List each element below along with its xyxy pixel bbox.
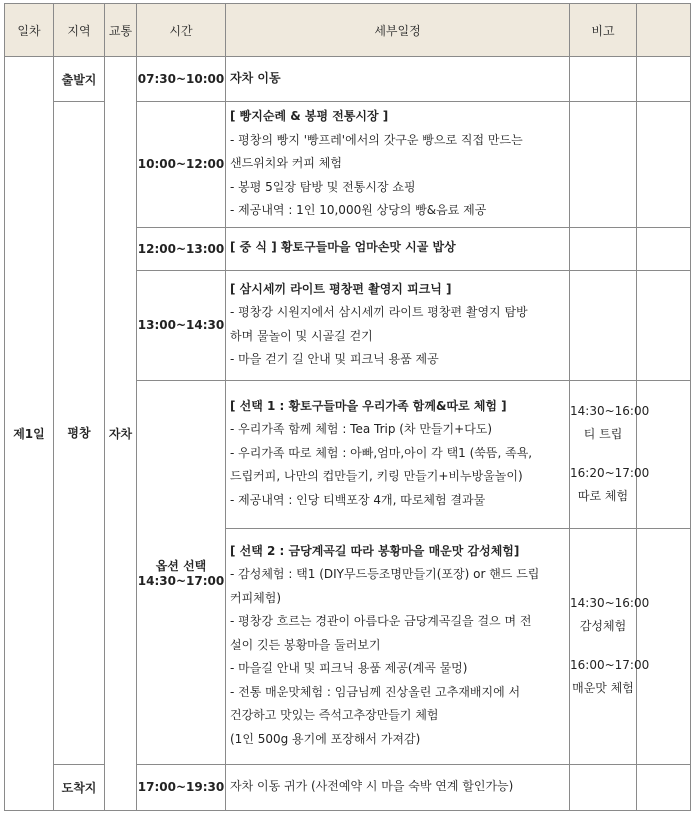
detail-cell	[226, 528, 570, 764]
header-empty	[637, 4, 691, 57]
detail-cell: [ 중 식 ] 황토구들마을 엄마손맛 시골 밥상	[226, 227, 570, 270]
extra-cell	[637, 57, 691, 102]
region-arrival: 도착지	[54, 764, 105, 810]
time-cell: 07:30~10:00	[137, 57, 226, 102]
detail-line: - 봉평 5일장 탐방 및 전통시장 쇼핑	[230, 179, 416, 194]
extra-cell	[637, 102, 691, 228]
detail-line: - 감성체험 : 택1 (DIY무드등조명만들기(포장) or 핸드 드립	[230, 567, 540, 582]
note-time: 16:00~17:00	[570, 658, 650, 672]
detail-cell: 자차 이동 귀가 (사전예약 시 마을 숙박 연계 할인가능)	[226, 764, 570, 810]
detail-cell	[226, 102, 570, 228]
detail-line: - 마을 걷기 길 안내 및 피크닉 용품 제공	[230, 352, 439, 366]
detail-line: - 우리가족 함께 체험 : Tea Trip (차 만들기+다도)	[230, 422, 493, 437]
detail-line: 건강하고 맛있는 즉석고추장만들기 체험	[230, 708, 439, 723]
detail-line: - 마을길 안내 및 피크닉 용품 제공(계곡 물멍)	[230, 661, 468, 676]
time-cell: 13:00~14:30	[137, 270, 226, 380]
note-label: 티 트립	[583, 427, 623, 441]
schedule-table	[4, 3, 691, 811]
detail-line: - 평창강 흐르는 경관이 아름다운 금당계곡길을 걸으 며 전	[230, 614, 532, 629]
detail-line: - 우리가족 따로 체험 : 아빠,엄마,아이 각 택1 (쑥뜸, 족욕,	[230, 445, 533, 460]
note-cell	[570, 102, 637, 228]
header-transport: 교통	[105, 4, 137, 57]
header-region: 지역	[54, 4, 105, 57]
detail-line: - 평창의 빵지 '빵프레'에서의 갓구운 빵으로 직접 만드는	[230, 132, 523, 147]
option-label: 옵션 선택	[155, 558, 207, 573]
transport-cell: 자차	[105, 57, 137, 811]
detail-title: [ 빵지순례 & 봉평 전통시장 ]	[230, 109, 389, 123]
detail-line: 하며 물놀이 및 시골길 걷기	[230, 328, 373, 343]
note-time: 14:30~16:00	[570, 404, 650, 418]
extra-cell	[637, 528, 691, 764]
region-departure: 출발지	[54, 57, 105, 102]
time-cell: 10:00~12:00	[137, 102, 226, 228]
detail-cell	[226, 270, 570, 380]
detail-line: (1인 500g 용기에 포장해서 가져감)	[230, 731, 421, 746]
header-time: 시간	[137, 4, 226, 57]
option-time: 14:30~17:00	[137, 573, 225, 588]
note-cell	[570, 57, 637, 102]
detail-cell: 자차 이동	[226, 57, 570, 102]
extra-cell	[637, 227, 691, 270]
time-cell: 12:00~13:00	[137, 227, 226, 270]
table-row	[5, 57, 691, 102]
detail-title: [ 선택 2 : 금당계곡길 따라 봉황마을 매운맛 감성체험]	[230, 543, 520, 558]
note-label: 따로 체험	[577, 489, 629, 503]
detail-line: - 전통 매운맛체험 : 임금님께 진상올린 고추재배지에 서	[230, 684, 521, 699]
header-row	[5, 4, 691, 57]
note-cell	[570, 227, 637, 270]
detail-line: 샌드위치와 커피 체험	[230, 156, 342, 170]
header-day: 일차	[5, 4, 54, 57]
detail-line: 드립커피, 나만의 컵만들기, 키링 만들기+비누방울놀이)	[230, 469, 523, 484]
region-pyeongchang: 평창	[54, 102, 105, 765]
detail-line: - 제공내역 : 인당 티백포장 4개, 따로체험 결과물	[230, 492, 486, 507]
extra-cell	[637, 270, 691, 380]
note-cell	[570, 380, 650, 528]
note-time: 16:20~17:00	[570, 466, 650, 480]
detail-line: 설이 깃든 봉황마을 둘러보기	[230, 637, 381, 652]
option-time-cell	[137, 380, 226, 764]
note-label: 매운맛 체험	[572, 681, 634, 695]
header-detail: 세부일정	[226, 4, 570, 57]
extra-cell	[637, 764, 691, 810]
detail-line: 커피체험)	[230, 590, 282, 605]
time-cell: 17:00~19:30	[137, 764, 226, 810]
note-cell	[570, 528, 650, 764]
detail-cell	[226, 380, 570, 528]
note-cell	[570, 764, 637, 810]
day-cell: 제1일	[5, 57, 54, 811]
detail-line: - 평창강 시원지에서 삼시세끼 라이트 평창편 촬영지 탐방	[230, 305, 528, 319]
detail-title: [ 선택 1 : 황토구들마을 우리가족 함께&따로 체험 ]	[230, 398, 507, 413]
extra-cell	[637, 380, 691, 528]
note-label: 감성체험	[579, 619, 627, 633]
detail-line: - 제공내역 : 1인 10,000원 상당의 빵&음료 제공	[230, 203, 487, 217]
note-time: 14:30~16:00	[570, 596, 650, 610]
note-cell	[570, 270, 637, 380]
detail-title: [ 삼시세끼 라이트 평창편 촬영지 피크닉 ]	[230, 281, 452, 296]
header-note: 비고	[570, 4, 637, 57]
